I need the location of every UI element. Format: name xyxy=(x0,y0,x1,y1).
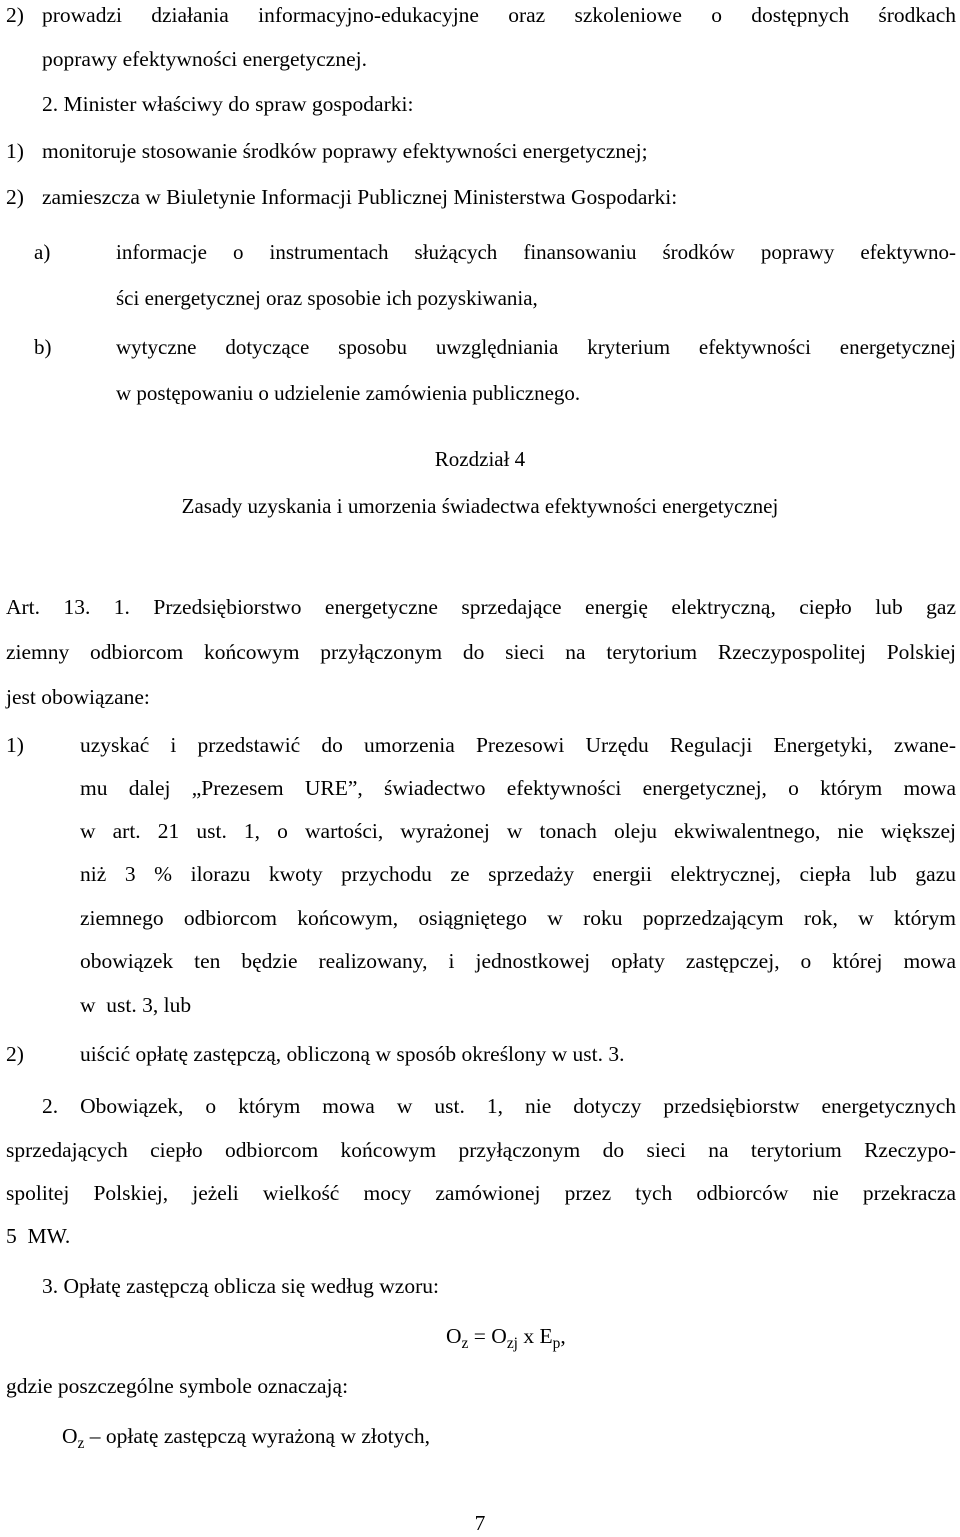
list-number: 2) xyxy=(6,1042,24,1066)
list-number: 1) xyxy=(6,733,24,757)
page-number: 7 xyxy=(474,1511,486,1535)
sublist-text: ści energetycznej oraz sposobie ich pozyskiwania, xyxy=(116,286,538,310)
list-number: 1) xyxy=(6,139,24,163)
list-item-text: ziemnego odbiorcom końcowym, osiągniętego w roku poprzedzającym rok, w którym xyxy=(80,906,956,930)
article-paragraph: 5 MW. xyxy=(6,1224,71,1248)
list-item-text: uiścić opłatę zastępczą, obliczoną w sposób określony w ust. 3. xyxy=(80,1042,625,1066)
article-paragraph: 3. Opłatę zastępczą oblicza się według wzoru: xyxy=(42,1274,439,1298)
list-item-text: monitoruje stosowanie środków poprawy efektywności energetycznej; xyxy=(42,139,648,163)
list-number: 2) xyxy=(6,185,24,209)
article-paragraph: ziemny odbiorcom końcowym przyłączonym do sieci na terytorium Rzeczypospolitej Polskiej xyxy=(6,640,956,664)
sublist-label: b) xyxy=(34,335,52,359)
symbols-intro: gdzie poszczególne symbole oznaczają: xyxy=(6,1374,349,1398)
article-paragraph: Art. 13. 1. Przedsiębiorstwo energetyczne sprzedające energię elektryczną, ciepło lub gaz xyxy=(6,595,956,619)
list-item-text: uzyskać i przedstawić do umorzenia Prezesowi Urzędu Regulacji Energetyki, zwane- xyxy=(80,733,956,757)
list-item-text: w ust. 3, lub xyxy=(80,993,192,1017)
list-item-text: w art. 21 ust. 1, o wartości, wyrażonej w tonach oleju ekwiwalentnego, nie większej xyxy=(80,819,956,843)
formula: $O_z = O_{zj}$ x $E_p$, xyxy=(446,1324,566,1352)
paragraph-line: poprawy efektywności energetycznej. xyxy=(42,47,367,71)
article-paragraph: 2. Obowiązek, o którym mowa w ust. 1, nie dotyczy przedsiębiorstw energetycznych xyxy=(42,1094,956,1118)
list-item-text: niż 3 % ilorazu kwoty przychodu ze sprzedaży energii elektrycznej, ciepła lub gazu xyxy=(80,862,956,886)
symbol-definition: $O_z$ – opłatę zastępczą wyrażoną w złotych, xyxy=(62,1424,431,1452)
list-item-text: mu dalej „Prezesem URE”, świadectwo efektywności energetycznej, o którym mowa xyxy=(80,776,956,800)
chapter-title: Zasady uzyskania i umorzenia świadectwa efektywności energetycznej xyxy=(181,494,779,518)
sublist-text: w postępowaniu o udzielenie zamówienia publicznego. xyxy=(116,381,581,405)
article-paragraph: spolitej Polskiej, jeżeli wielkość mocy zamówionej przez tych odbiorców nie przekracza xyxy=(6,1181,956,1205)
section-intro: 2. Minister właściwy do spraw gospodarki: xyxy=(42,92,414,116)
sublist-label: a) xyxy=(34,240,51,264)
article-paragraph: sprzedających ciepło odbiorcom końcowym przyłączonym do sieci na terytorium Rzeczypo- xyxy=(6,1138,956,1162)
list-item-text: zamieszcza w Biuletynie Informacji Publicznej Ministerstwa Gospodarki: xyxy=(42,185,678,209)
article-paragraph: jest obowiązane: xyxy=(6,685,150,709)
sublist-text: wytyczne dotyczące sposobu uwzględniania kryterium efektywności energetycznej xyxy=(116,335,956,359)
sublist-text: informacje o instrumentach służących finansowaniu środków poprawy efektywno- xyxy=(116,240,956,264)
paragraph-line: prowadzi działania informacyjno-edukacyjne oraz szkoleniowe o dostępnych środkach xyxy=(42,3,956,27)
chapter-number: Rozdział 4 xyxy=(434,447,526,471)
list-item-text: obowiązek ten będzie realizowany, i jednostkowej opłaty zastępczej, o której mowa xyxy=(80,949,956,973)
list-number: 2) xyxy=(6,3,24,27)
